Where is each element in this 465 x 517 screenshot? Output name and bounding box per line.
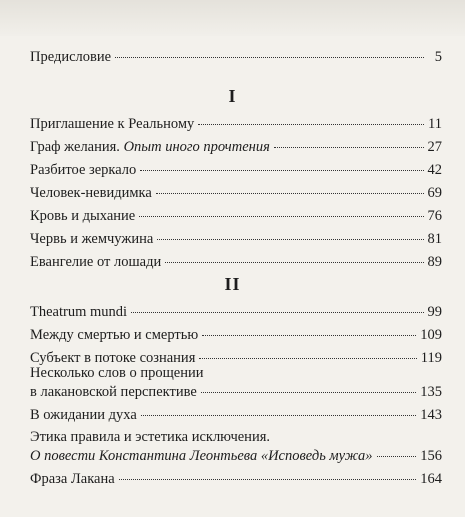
part-heading-1: I — [228, 86, 237, 106]
toc-entry[interactable] — [30, 138, 442, 156]
toc-entry[interactable] — [30, 383, 442, 401]
toc-entry-title: Theatrum mundi — [30, 304, 128, 320]
dot-leader — [115, 57, 424, 58]
toc-entry-title-line2: О повести Константина Леонтьева «Исповедь мужа» — [30, 448, 373, 464]
dot-leader — [274, 147, 424, 148]
part-heading-2: II — [224, 274, 241, 294]
toc-entry-page: 143 — [420, 407, 442, 423]
toc-entry-page: 5 — [434, 49, 442, 65]
toc-entry[interactable] — [30, 207, 442, 225]
toc-entry-title: Человек-невидимка — [30, 185, 152, 201]
dot-leader — [202, 335, 416, 336]
toc-entry-page: 81 — [427, 231, 442, 247]
dot-leader — [157, 239, 423, 240]
toc-entry-title-line2: в лакановской перспективе — [30, 384, 197, 400]
toc-entry-title: Кровь и дыхание — [30, 208, 136, 224]
toc-entry-title: Между смертью и смертью — [30, 327, 199, 343]
toc-entry[interactable] — [30, 184, 442, 202]
toc-entry-page: 164 — [420, 471, 442, 487]
toc-entry-page: 27 — [427, 139, 442, 155]
toc-entry-page: 89 — [427, 254, 442, 270]
toc-entry[interactable] — [30, 230, 442, 248]
toc-entry-title-line1: Несколько слов о прощении — [30, 365, 204, 381]
dot-leader — [156, 193, 424, 194]
dot-leader — [139, 216, 423, 217]
toc-entry-title: Фраза Лакана — [30, 471, 115, 487]
toc-entry[interactable] — [30, 406, 442, 424]
dot-leader — [141, 415, 416, 416]
dot-leader — [199, 358, 416, 359]
dot-leader — [140, 170, 423, 171]
toc-entry-title: Предисловие — [30, 49, 112, 65]
toc-entry-page: 99 — [427, 304, 442, 320]
toc-entry[interactable] — [30, 253, 442, 271]
toc-entry-title: Евангелие от лошади — [30, 254, 162, 270]
toc-entry-page: 135 — [420, 384, 442, 400]
toc-entry-page: 119 — [420, 350, 442, 366]
toc-entry-title: Разбитое зеркало — [30, 162, 137, 178]
dot-leader — [165, 262, 423, 263]
toc-entry[interactable] — [30, 161, 442, 179]
toc-entry-title: Субъект в потоке сознания — [30, 350, 196, 366]
toc-entry[interactable] — [30, 303, 442, 321]
toc-entry[interactable] — [30, 470, 442, 488]
dot-leader — [201, 392, 416, 393]
toc-entry-page: 76 — [427, 208, 442, 224]
dot-leader — [119, 479, 417, 480]
toc-entry[interactable] — [30, 326, 442, 344]
toc-entry-subtitle: Опыт иного прочтения — [123, 139, 270, 155]
toc-entry-page: 109 — [420, 327, 442, 343]
toc-entry-title: В ожидании духа — [30, 407, 137, 423]
toc-entry-title: Червь и жемчужина — [30, 231, 154, 247]
toc-entry-page: 42 — [427, 162, 442, 178]
toc-entry-title-main: Граф желания. — [30, 139, 120, 155]
dot-leader — [377, 456, 417, 457]
toc-entry-page: 69 — [427, 185, 442, 201]
toc-entry-preface[interactable] — [30, 48, 442, 66]
toc-entry-title-line1: Этика правила и эстетика исключения. — [30, 429, 271, 445]
toc-entry-page: 11 — [428, 116, 442, 132]
dot-leader — [131, 312, 423, 313]
dot-leader — [198, 124, 424, 125]
toc-entry-title — [30, 138, 270, 156]
toc-entry-title: Приглашение к Реальному — [30, 116, 195, 132]
toc-entry[interactable] — [30, 115, 442, 133]
toc-entry-page: 156 — [420, 448, 442, 464]
toc-entry[interactable] — [30, 447, 442, 465]
